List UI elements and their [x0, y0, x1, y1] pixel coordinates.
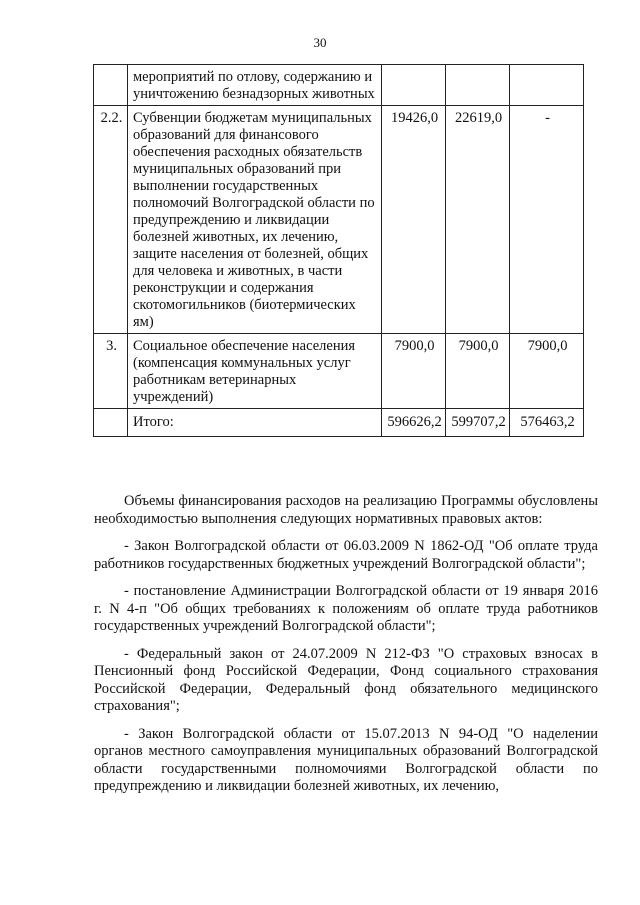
row-value-2: 7900,0 — [446, 334, 510, 409]
paragraph-law-1862: - Закон Волгоградской области от 06.03.2009 N 1862-ОД "Об оплате труда работников государственных бюджетных учреждений Волгоградской области"; — [94, 538, 598, 572]
total-value-3: 576463,2 — [510, 409, 584, 437]
total-label: Итого: — [128, 409, 382, 437]
table-row — [94, 106, 584, 334]
total-number-cell — [94, 409, 128, 437]
paragraph-law-94: - Закон Волгоградской области от 15.07.2013 N 94-ОД "О наделении органов местного самоуправления муниципальных образований Волгоградской области государственными полномочиями Волгоградской области по предупреждению и ликвидации болезней животных, их лечению, — [94, 725, 598, 794]
row-name: Социальное обеспечение населения (компенсация коммунальных услуг работникам ветеринарных учреждений) — [128, 334, 382, 409]
total-value-1: 596626,2 — [382, 409, 446, 437]
paragraph-resolution-4p: - постановление Администрации Волгоградской области от 19 января 2016 г. N 4-п "Об общих требованиях к положениям об оплате труда работников государственных учреждений Волгоградской области"; — [94, 583, 598, 634]
table-row — [94, 334, 584, 409]
row-value-2 — [446, 65, 510, 106]
total-value-2: 599707,2 — [446, 409, 510, 437]
row-number: 3. — [94, 334, 128, 409]
row-number — [94, 65, 128, 106]
budget-table — [93, 64, 584, 437]
row-name: Субвенции бюджетам муниципальных образований для финансового обеспечения расходных обязательств муниципальных образований при выполнении государственных полномочий Волгоградской области по предупреждению и ликвидации болезней животных, их лечению, защите населения от болезней, общих для человека и животных, в части реконструкции и содержания скотомогильников (биотермических ям) — [128, 106, 382, 334]
row-value-2: 22619,0 — [446, 106, 510, 334]
paragraph-law-212: - Федеральный закон от 24.07.2009 N 212-ФЗ "О страховых взносах в Пенсионный фонд Российской Федерации, Фонд социального страхования Российской Федерации, Федеральный фонд обязательного медицинского страхования"; — [94, 645, 598, 714]
row-value-3 — [510, 65, 584, 106]
row-value-3: - — [510, 106, 584, 334]
table-total-row — [94, 409, 584, 437]
table-row — [94, 65, 584, 106]
row-name: мероприятий по отлову, содержанию и уничтожению безнадзорных животных — [128, 65, 382, 106]
row-value-3: 7900,0 — [510, 334, 584, 409]
paragraph-intro: Объемы финансирования расходов на реализацию Программы обусловлены необходимостью выполнения следующих нормативных правовых актов: — [94, 493, 598, 527]
row-value-1: 7900,0 — [382, 334, 446, 409]
row-value-1: 19426,0 — [382, 106, 446, 334]
page-number: 30 — [313, 35, 327, 50]
body-text — [94, 493, 598, 806]
row-number: 2.2. — [94, 106, 128, 334]
row-value-1 — [382, 65, 446, 106]
